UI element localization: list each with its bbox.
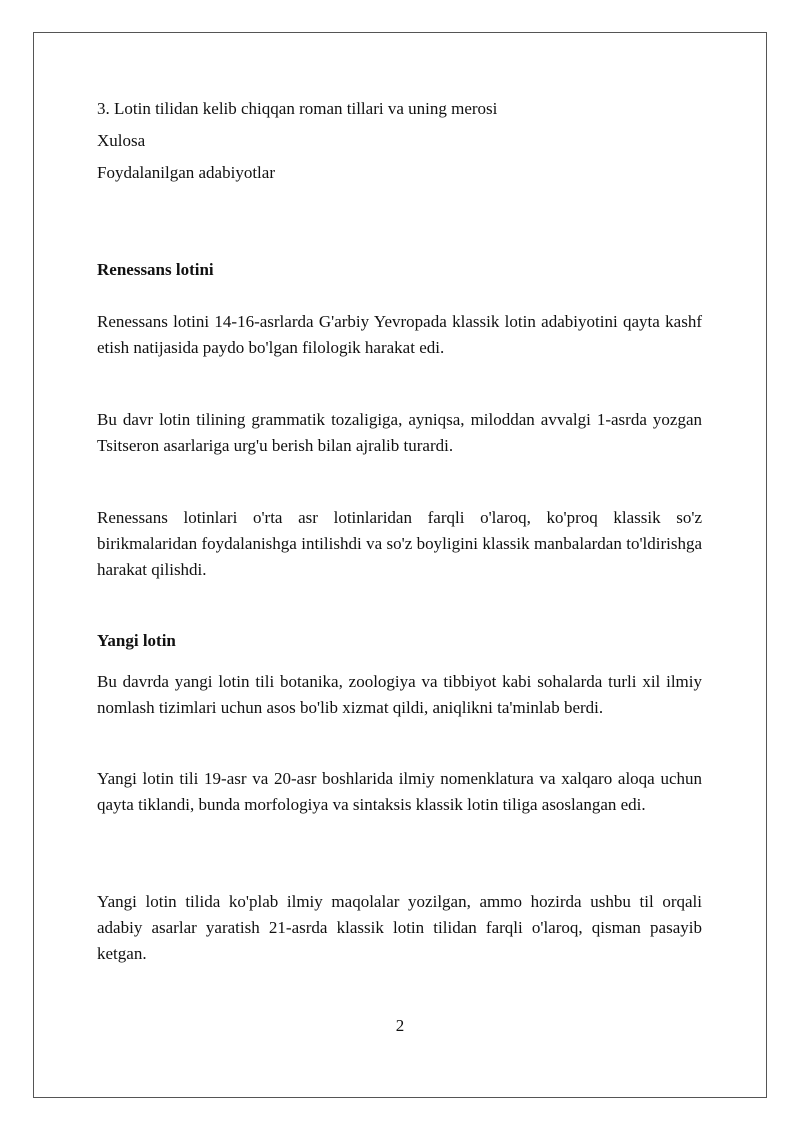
- section-heading-renaissance-latin: Renessans lotini: [97, 260, 214, 279]
- paragraph: Yangi lotin tili 19-asr va 20-asr boshlarida ilmiy nomenklatura va xalqaro aloqa uchun qayta tiklandi, bunda morfologiya va sintaksis klassik lotin tiliga asoslangan edi.: [97, 769, 702, 814]
- page-number: 2: [395, 1016, 405, 1035]
- paragraph: Renessans lotini 14-16-asrlarda G'arbiy Yevropada klassik lotin adabiyotini qayta kashf etish natijasida paydo bo'lgan filologik harakat edi.: [97, 312, 702, 357]
- section-heading-new-latin: Yangi lotin: [97, 631, 176, 650]
- toc-references: Foydalanilgan adabiyotlar: [97, 163, 275, 182]
- paragraph: Bu davr lotin tilining grammatik tozaligiga, ayniqsa, miloddan avvalgi 1-asrda yozgan Tsitseron asarlariga urg'u berish bilan ajralib turardi.: [97, 410, 702, 455]
- paragraph: Yangi lotin tilida ko'plab ilmiy maqolalar yozilgan, ammo hozirda ushbu til orqali adabiy asarlar yaratish 21-asrda klassik lotin tilidan farqli o'laroq, qisman pasayib ketgan.: [97, 892, 702, 963]
- paragraph: Renessans lotinlari o'rta asr lotinlaridan farqli o'laroq, ko'proq klassik so'z birikmalaridan foydalanishga intilishdi va so'z boyligini klassik manbalardan to'ldirishga harakat qilishdi.: [97, 508, 702, 579]
- toc-conclusion: Xulosa: [97, 131, 146, 150]
- toc-item-3: 3. Lotin tilidan kelib chiqqan roman tillari va uning merosi: [97, 99, 498, 118]
- paragraph: Bu davrda yangi lotin tili botanika, zoologiya va tibbiyot kabi sohalarda turli xil ilmiy nomlash tizimlari uchun asos bo'lib xizmat qildi, aniqlikni ta'minlab berdi.: [97, 672, 702, 717]
